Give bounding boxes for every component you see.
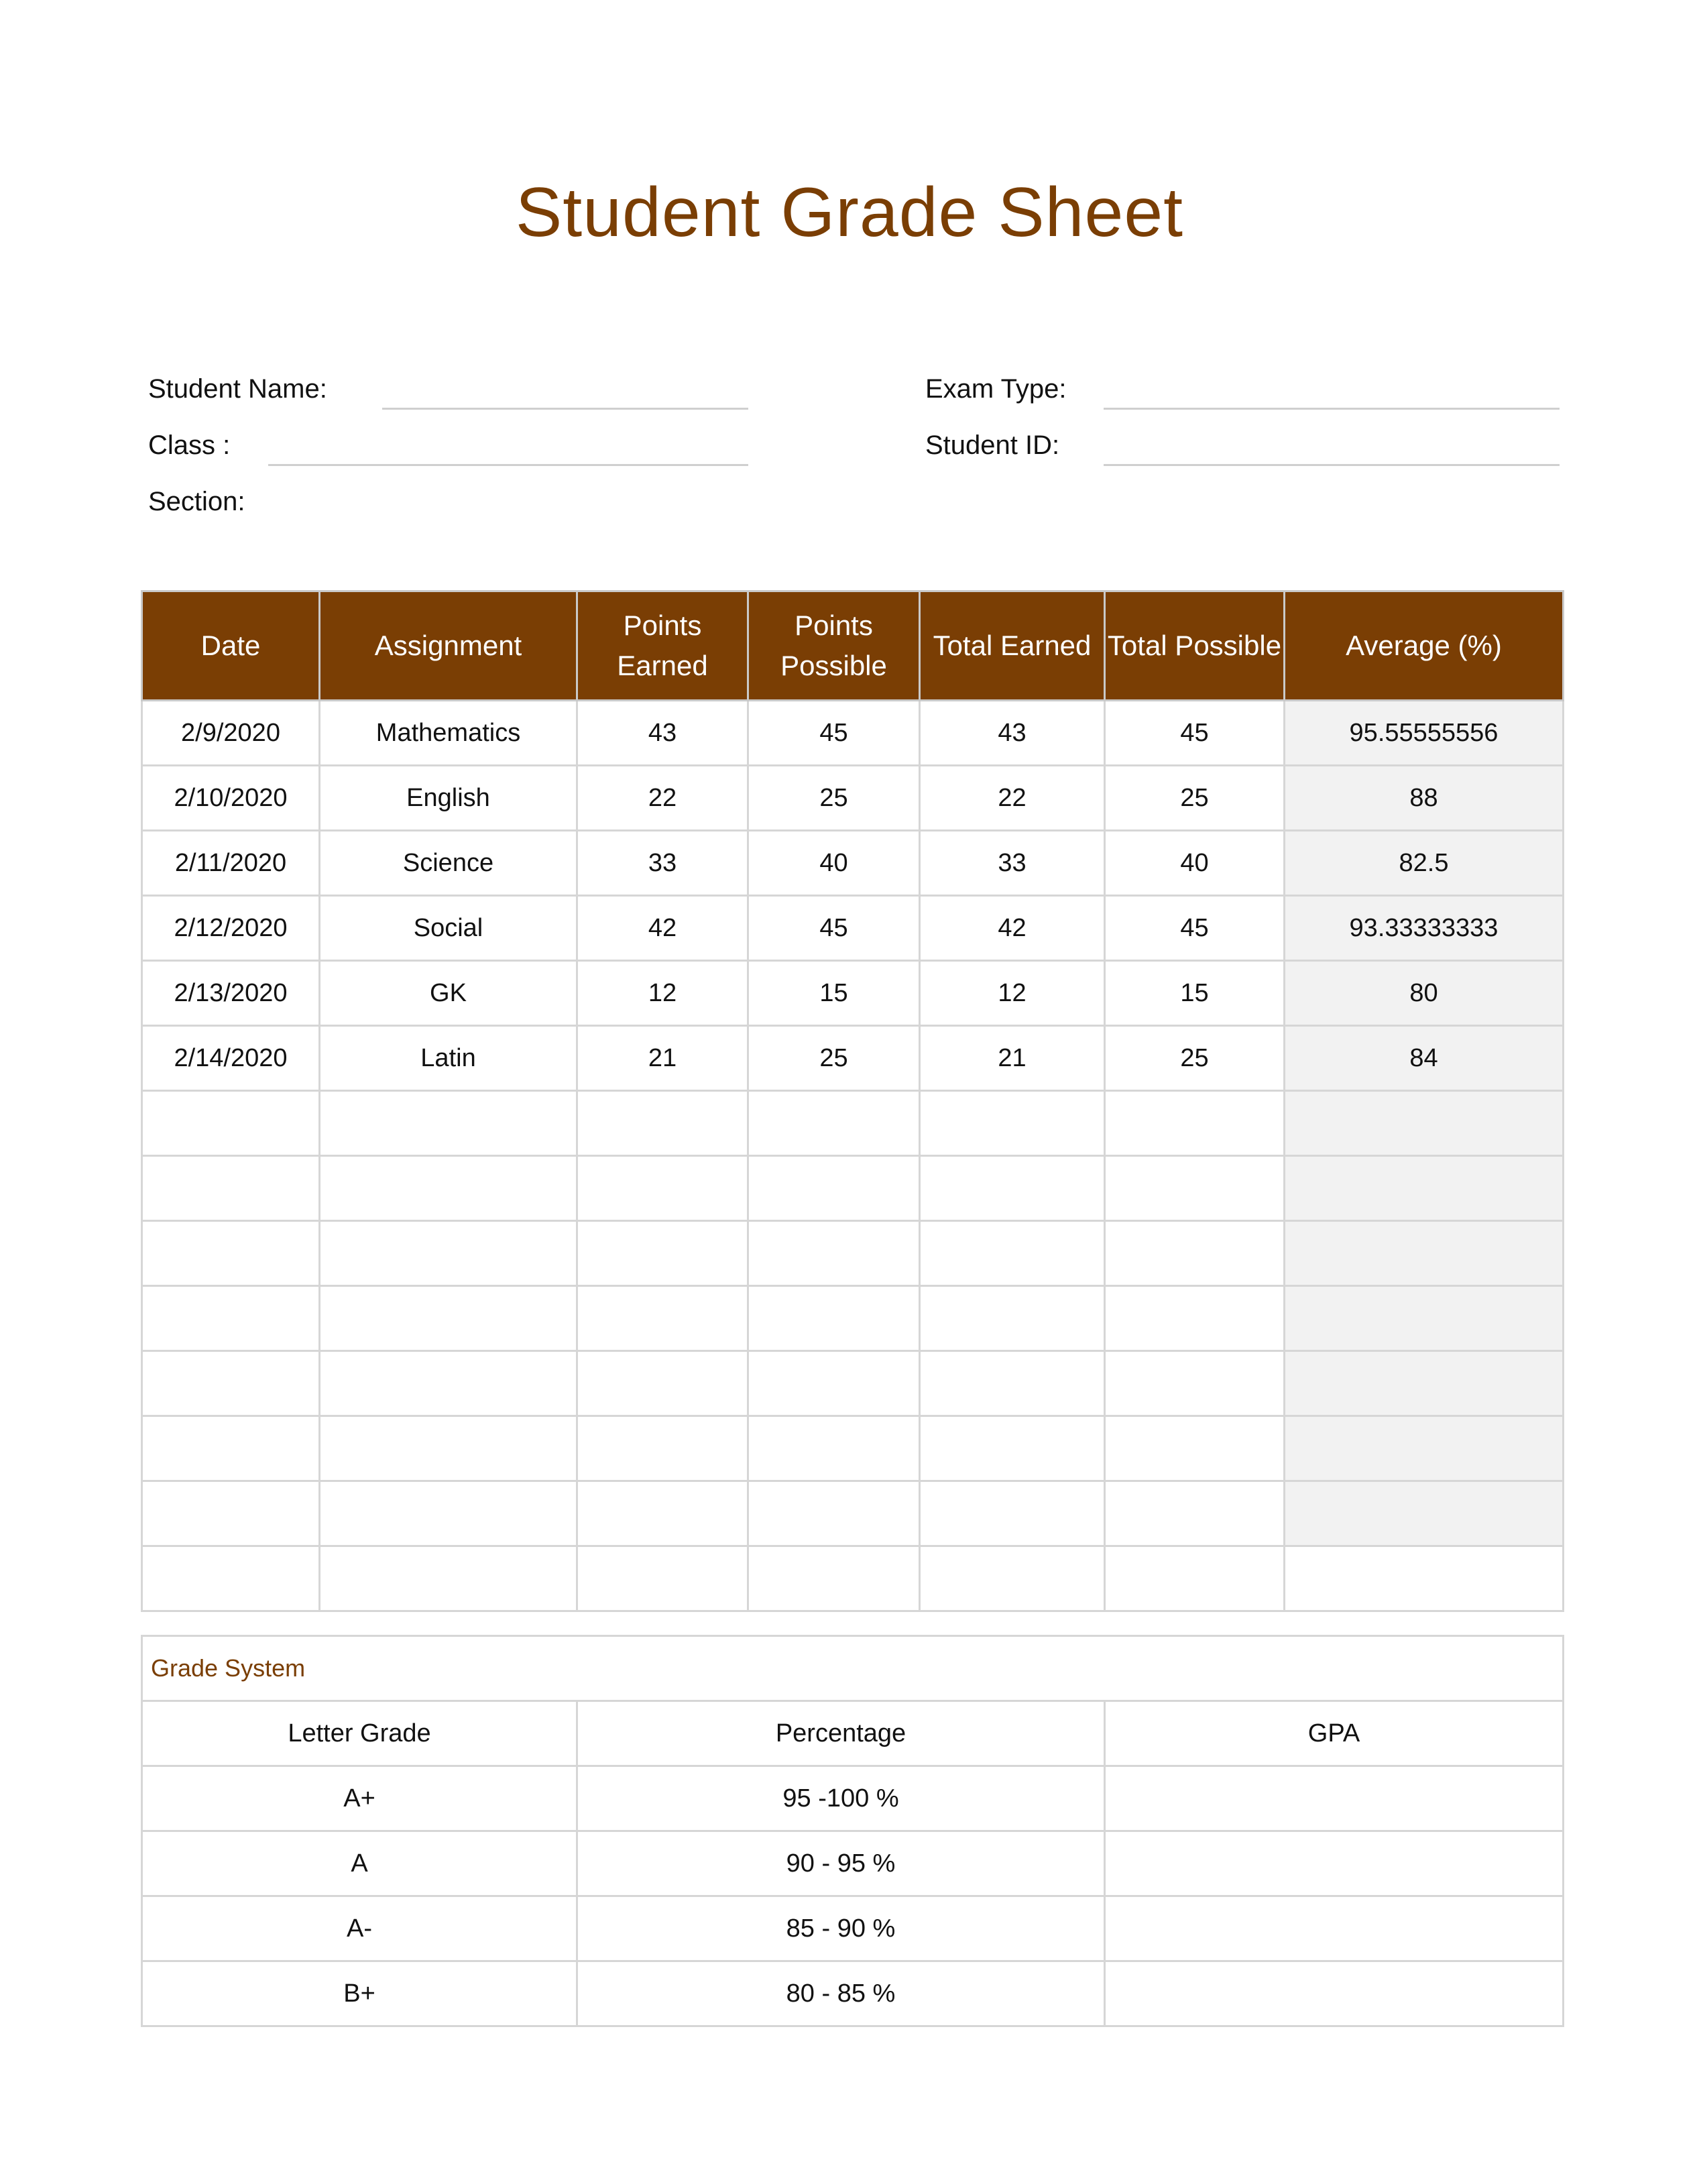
date-cell[interactable]: 2/14/2020 (142, 1026, 320, 1091)
page-title: Student Grade Sheet (515, 174, 1184, 251)
empty-cell[interactable] (320, 1221, 577, 1286)
empty-row (142, 1091, 1564, 1156)
date-cell[interactable]: 2/11/2020 (142, 831, 320, 896)
empty-cell[interactable] (142, 1221, 320, 1286)
empty-average-cell[interactable] (1285, 1156, 1564, 1221)
header-total-possible: Total Possible (1105, 591, 1285, 701)
empty-cell[interactable] (577, 1221, 748, 1286)
header-assignment: Assignment (320, 591, 577, 701)
points-earned-cell[interactable]: 21 (577, 1026, 748, 1091)
points-earned-cell[interactable]: 42 (577, 896, 748, 961)
empty-average-cell[interactable] (1285, 1351, 1564, 1416)
date-cell[interactable]: 2/12/2020 (142, 896, 320, 961)
total-possible-cell[interactable]: 40 (1105, 831, 1285, 896)
empty-row (142, 1156, 1564, 1221)
letter-grade-cell[interactable]: A+ (142, 1766, 577, 1831)
empty-cell[interactable] (748, 1286, 920, 1351)
gpa-cell[interactable] (1105, 1831, 1564, 1896)
student-id-label: Student ID: (925, 430, 1060, 460)
section-label: Section: (148, 487, 245, 516)
total-earned-cell[interactable]: 42 (920, 896, 1105, 961)
header-percentage: Percentage (577, 1701, 1105, 1766)
empty-cell[interactable] (748, 1156, 920, 1221)
empty-cell[interactable] (320, 1546, 577, 1611)
header-average: Average (%) (1285, 591, 1564, 701)
empty-row (142, 1221, 1564, 1286)
total-possible-cell[interactable]: 25 (1105, 1026, 1285, 1091)
date-cell[interactable]: 2/10/2020 (142, 766, 320, 831)
letter-grade-cell[interactable]: B+ (142, 1961, 577, 2026)
empty-average-cell[interactable] (1285, 1546, 1564, 1611)
empty-average-cell[interactable] (1285, 1416, 1564, 1481)
empty-cell[interactable] (320, 1091, 577, 1156)
empty-cell[interactable] (577, 1351, 748, 1416)
gpa-cell[interactable] (1105, 1896, 1564, 1961)
empty-cell[interactable] (920, 1481, 1105, 1546)
empty-cell[interactable] (1105, 1286, 1285, 1351)
total-possible-cell[interactable]: 45 (1105, 896, 1285, 961)
empty-cell[interactable] (320, 1416, 577, 1481)
total-possible-cell[interactable]: 25 (1105, 766, 1285, 831)
empty-cell[interactable] (577, 1156, 748, 1221)
average-cell[interactable]: 93.33333333 (1285, 896, 1564, 961)
header-gpa: GPA (1105, 1701, 1564, 1766)
empty-cell[interactable] (320, 1156, 577, 1221)
letter-grade-cell[interactable]: A (142, 1831, 577, 1896)
average-cell[interactable]: 82.5 (1285, 831, 1564, 896)
average-cell[interactable]: 88 (1285, 766, 1564, 831)
empty-cell[interactable] (920, 1416, 1105, 1481)
points-possible-cell[interactable]: 25 (748, 766, 920, 831)
empty-average-cell[interactable] (1285, 1286, 1564, 1351)
student-name-input[interactable] (382, 408, 748, 410)
empty-row (142, 1286, 1564, 1351)
class-label: Class : (148, 430, 231, 460)
grade-system-header-row (142, 1701, 1564, 1766)
empty-cell[interactable] (1105, 1481, 1285, 1546)
table-row (142, 766, 1564, 831)
empty-cell[interactable] (142, 1156, 320, 1221)
points-possible-cell[interactable]: 15 (748, 961, 920, 1026)
total-earned-cell[interactable]: 21 (920, 1026, 1105, 1091)
percentage-cell[interactable]: 85 - 90 % (577, 1896, 1105, 1961)
percentage-cell[interactable]: 90 - 95 % (577, 1831, 1105, 1896)
points-earned-cell[interactable]: 12 (577, 961, 748, 1026)
exam-type-input[interactable] (1104, 408, 1560, 410)
empty-cell[interactable] (920, 1221, 1105, 1286)
assignment-cell[interactable]: Mathematics (320, 701, 577, 766)
empty-cell[interactable] (320, 1351, 577, 1416)
points-possible-cell[interactable]: 25 (748, 1026, 920, 1091)
table-row (142, 1026, 1564, 1091)
empty-cell[interactable] (748, 1351, 920, 1416)
empty-cell[interactable] (320, 1286, 577, 1351)
empty-cell[interactable] (748, 1091, 920, 1156)
header-total-earned: Total Earned (920, 591, 1105, 701)
header-points-earned: Points Earned (577, 591, 748, 701)
empty-cell[interactable] (920, 1286, 1105, 1351)
assignment-cell[interactable]: Latin (320, 1026, 577, 1091)
table-header-row (142, 591, 1564, 701)
table-row (142, 701, 1564, 766)
empty-cell[interactable] (577, 1416, 748, 1481)
empty-cell[interactable] (1105, 1156, 1285, 1221)
empty-cell[interactable] (920, 1546, 1105, 1611)
empty-cell[interactable] (577, 1286, 748, 1351)
points-earned-cell[interactable]: 33 (577, 831, 748, 896)
header-points-possible: Points Possible (748, 591, 920, 701)
empty-cell[interactable] (142, 1546, 320, 1611)
gpa-cell[interactable] (1105, 1961, 1564, 2026)
assignment-cell[interactable]: Social (320, 896, 577, 961)
total-possible-cell[interactable]: 45 (1105, 701, 1285, 766)
assignment-cell[interactable]: GK (320, 961, 577, 1026)
empty-cell[interactable] (748, 1546, 920, 1611)
letter-grade-cell[interactable]: A- (142, 1896, 577, 1961)
empty-row (142, 1481, 1564, 1546)
total-earned-cell[interactable]: 43 (920, 701, 1105, 766)
empty-cell[interactable] (1105, 1546, 1285, 1611)
grade-row (142, 1896, 1564, 1961)
empty-cell[interactable] (577, 1481, 748, 1546)
empty-cell[interactable] (748, 1221, 920, 1286)
grade-system-title: Grade System (142, 1636, 1564, 1701)
empty-cell[interactable] (748, 1481, 920, 1546)
points-possible-cell[interactable]: 45 (748, 701, 920, 766)
empty-average-cell[interactable] (1285, 1481, 1564, 1546)
empty-cell[interactable] (577, 1091, 748, 1156)
empty-cell[interactable] (1105, 1351, 1285, 1416)
empty-cell[interactable] (1105, 1221, 1285, 1286)
percentage-cell[interactable]: 95 -100 % (577, 1766, 1105, 1831)
class-input[interactable] (268, 464, 748, 466)
empty-cell[interactable] (142, 1351, 320, 1416)
empty-row (142, 1351, 1564, 1416)
table-row (142, 961, 1564, 1026)
grade-row (142, 1831, 1564, 1896)
average-cell[interactable]: 95.55555556 (1285, 701, 1564, 766)
empty-cell[interactable] (320, 1481, 577, 1546)
empty-average-cell[interactable] (1285, 1091, 1564, 1156)
grade-row (142, 1961, 1564, 2026)
student-id-input[interactable] (1104, 464, 1560, 466)
grade-system-table (141, 1635, 1564, 2027)
points-possible-cell[interactable]: 40 (748, 831, 920, 896)
gpa-cell[interactable] (1105, 1766, 1564, 1831)
empty-cell[interactable] (748, 1416, 920, 1481)
total-possible-cell[interactable]: 15 (1105, 961, 1285, 1026)
empty-cell[interactable] (920, 1351, 1105, 1416)
grade-system-title-row (142, 1636, 1564, 1701)
grade-row (142, 1766, 1564, 1831)
points-possible-cell[interactable]: 45 (748, 896, 920, 961)
percentage-cell[interactable]: 80 - 85 % (577, 1961, 1105, 2026)
date-cell[interactable]: 2/9/2020 (142, 701, 320, 766)
total-earned-cell[interactable]: 22 (920, 766, 1105, 831)
empty-average-cell[interactable] (1285, 1221, 1564, 1286)
points-earned-cell[interactable]: 22 (577, 766, 748, 831)
exam-type-label: Exam Type: (925, 374, 1067, 404)
table-row (142, 831, 1564, 896)
average-cell[interactable]: 80 (1285, 961, 1564, 1026)
empty-cell[interactable] (1105, 1091, 1285, 1156)
empty-cell[interactable] (577, 1546, 748, 1611)
header-letter-grade: Letter Grade (142, 1701, 577, 1766)
empty-cell[interactable] (142, 1481, 320, 1546)
total-earned-cell[interactable]: 12 (920, 961, 1105, 1026)
points-earned-cell[interactable]: 43 (577, 701, 748, 766)
assignment-cell[interactable]: English (320, 766, 577, 831)
empty-cell[interactable] (920, 1156, 1105, 1221)
date-cell[interactable]: 2/13/2020 (142, 961, 320, 1026)
empty-cell[interactable] (142, 1286, 320, 1351)
student-name-label: Student Name: (148, 374, 327, 404)
empty-row (142, 1416, 1564, 1481)
total-earned-cell[interactable]: 33 (920, 831, 1105, 896)
header-date: Date (142, 591, 320, 701)
empty-cell[interactable] (920, 1091, 1105, 1156)
average-cell[interactable]: 84 (1285, 1026, 1564, 1091)
empty-cell[interactable] (1105, 1416, 1285, 1481)
table-row (142, 896, 1564, 961)
empty-cell[interactable] (142, 1416, 320, 1481)
assignment-cell[interactable]: Science (320, 831, 577, 896)
grades-table (141, 590, 1564, 1612)
empty-cell[interactable] (142, 1091, 320, 1156)
empty-row (142, 1546, 1564, 1611)
